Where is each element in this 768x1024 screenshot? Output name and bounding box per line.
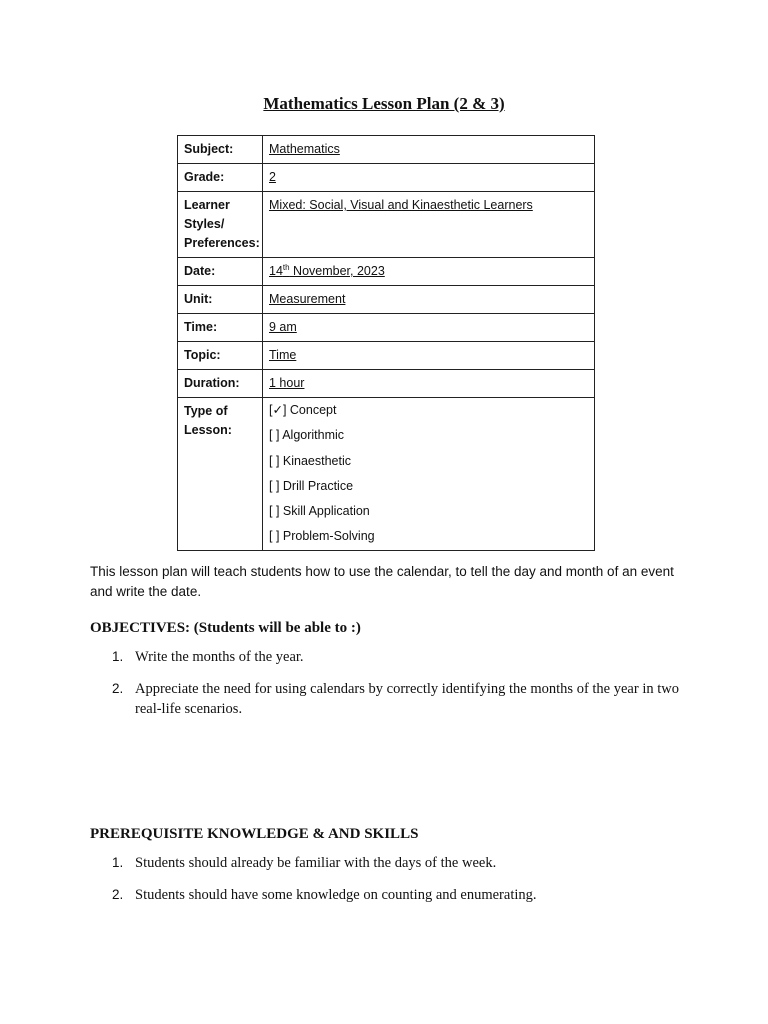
row-value-time: 9 am [263, 314, 595, 342]
table-row [178, 398, 595, 551]
row-label-date: Date: [178, 258, 263, 286]
list-item-number: 2. [112, 681, 124, 696]
table-row [178, 314, 595, 342]
intro-paragraph: This lesson plan will teach students how to use the calendar, to tell the day and month of an event and write the date. [90, 564, 674, 599]
lesson-type-options [263, 398, 595, 551]
prerequisites-heading: PREREQUISITE KNOWLEDGE & AND SKILLS [90, 826, 419, 842]
objectives-list [90, 647, 690, 719]
row-value-learner-styles: Mixed: Social, Visual and Kinaesthetic Learners [263, 192, 595, 258]
list-item [90, 885, 690, 905]
lesson-info-table [177, 135, 595, 551]
list-item-text: Appreciate the need for using calendars by correctly identifying the months of the year in two real-life scenarios. [135, 681, 679, 717]
table-row [178, 342, 595, 370]
lesson-type-option-algorithmic: [ ] Algorithmic [269, 428, 345, 443]
table-row [178, 164, 595, 192]
lesson-type-option-kinaesthetic: [ ] Kinaesthetic [269, 453, 351, 468]
table-row [178, 370, 595, 398]
date-month-year: November, 2023 [289, 264, 385, 278]
table-row [178, 286, 595, 314]
row-label-learner-styles: Learner Styles/ Preferences: [178, 192, 263, 258]
table-row [178, 136, 595, 164]
list-item-text: Students should already be familiar with the days of the week. [135, 855, 497, 871]
date-suffix: th [282, 262, 290, 272]
row-label-topic: Topic: [178, 342, 263, 370]
lesson-type-option-problem-solving: [ ] Problem-Solving [269, 529, 375, 544]
date-day: 14 [269, 264, 283, 278]
row-label-duration: Duration: [178, 370, 263, 398]
table-row [178, 192, 595, 258]
lesson-type-option-drill-practice: [ ] Drill Practice [269, 478, 354, 493]
objectives-heading: OBJECTIVES: (Students will be able to :) [90, 620, 361, 636]
document-title: Mathematics Lesson Plan (2 & 3) [263, 94, 505, 113]
list-item-text: Write the months of the year. [135, 649, 304, 665]
list-item-number: 2. [112, 887, 124, 902]
list-item [90, 647, 690, 667]
list-item-number: 1. [112, 855, 124, 870]
list-item [90, 679, 690, 719]
lesson-type-option-concept: [✓] Concept [269, 403, 337, 417]
prerequisites-list [90, 853, 690, 905]
row-value-duration: 1 hour [263, 370, 595, 398]
row-value-date [263, 258, 595, 286]
row-label-grade: Grade: [178, 164, 263, 192]
row-value-topic: Time [263, 342, 595, 370]
list-item [90, 853, 690, 873]
table-row [178, 258, 595, 286]
list-item-text: Students should have some knowledge on counting and enumerating. [135, 887, 537, 903]
row-label-time: Time: [178, 314, 263, 342]
row-label-unit: Unit: [178, 286, 263, 314]
row-value-subject: Mathematics [263, 136, 595, 164]
row-label-lesson-type: Type of Lesson: [178, 398, 263, 551]
row-value-unit: Measurement [263, 286, 595, 314]
row-label-subject: Subject: [178, 136, 263, 164]
list-item-number: 1. [112, 649, 124, 664]
row-value-grade: 2 [263, 164, 595, 192]
lesson-type-option-skill-application: [ ] Skill Application [269, 504, 370, 519]
